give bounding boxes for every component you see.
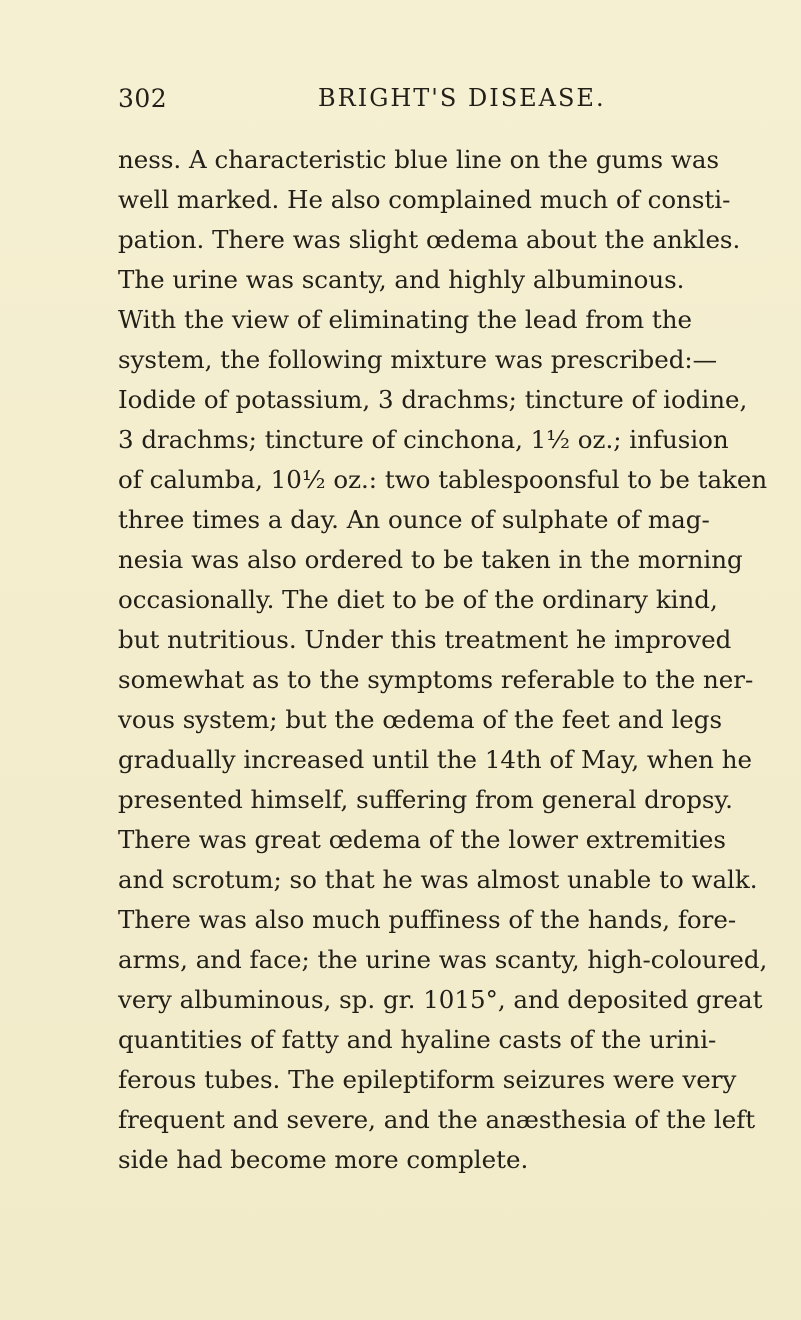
text-line: quantities of fatty and hyaline casts of the urini- bbox=[118, 1025, 717, 1054]
text-line: vous system; but the œdema of the feet and legs bbox=[118, 705, 723, 734]
page-header bbox=[118, 84, 758, 116]
text-line: 3 drachms; tincture of cinchona, 1½ oz.; infusion bbox=[118, 425, 729, 454]
body-text bbox=[118, 140, 778, 1180]
text-line: very albuminous, sp. gr. 1015°, and deposited great bbox=[118, 985, 763, 1014]
text-line: There was also much puffiness of the hands, fore- bbox=[118, 905, 737, 934]
text-line: There was great œdema of the lower extremities bbox=[118, 825, 726, 854]
text-line: presented himself, suffering from general dropsy. bbox=[118, 785, 733, 814]
text-line: ferous tubes. The epileptiform seizures were very bbox=[118, 1065, 737, 1094]
page-number: 302 bbox=[118, 84, 168, 113]
text-line: well marked. He also complained much of consti- bbox=[118, 185, 731, 214]
running-head: BRIGHT'S DISEASE. bbox=[318, 84, 606, 112]
text-line: gradually increased until the 14th of May, when he bbox=[118, 745, 752, 774]
text-line: side had become more complete. bbox=[118, 1145, 529, 1174]
text-line: somewhat as to the symptoms referable to the ner- bbox=[118, 665, 754, 694]
text-line: three times a day. An ounce of sulphate of mag- bbox=[118, 505, 710, 534]
text-line: The urine was scanty, and highly albuminous. bbox=[118, 265, 685, 294]
text-line: With the view of eliminating the lead from the bbox=[118, 305, 693, 334]
text-line: and scrotum; so that he was almost unable to walk. bbox=[118, 865, 758, 894]
text-line: arms, and face; the urine was scanty, high-coloured, bbox=[118, 945, 768, 974]
text-line: system, the following mixture was prescribed:— bbox=[118, 345, 718, 374]
text-line: pation. There was slight œdema about the ankles. bbox=[118, 225, 741, 254]
text-line: but nutritious. Under this treatment he improved bbox=[118, 625, 732, 654]
text-line: ness. A characteristic blue line on the gums was bbox=[118, 145, 720, 174]
text-line: occasionally. The diet to be of the ordinary kind, bbox=[118, 585, 718, 614]
text-line: of calumba, 10½ oz.: two tablespoonsful to be taken bbox=[118, 465, 768, 494]
text-line: frequent and severe, and the anæsthesia of the left bbox=[118, 1105, 756, 1134]
text-line: Iodide of potassium, 3 drachms; tincture of iodine, bbox=[118, 385, 748, 414]
text-line: nesia was also ordered to be taken in the morning bbox=[118, 545, 743, 574]
